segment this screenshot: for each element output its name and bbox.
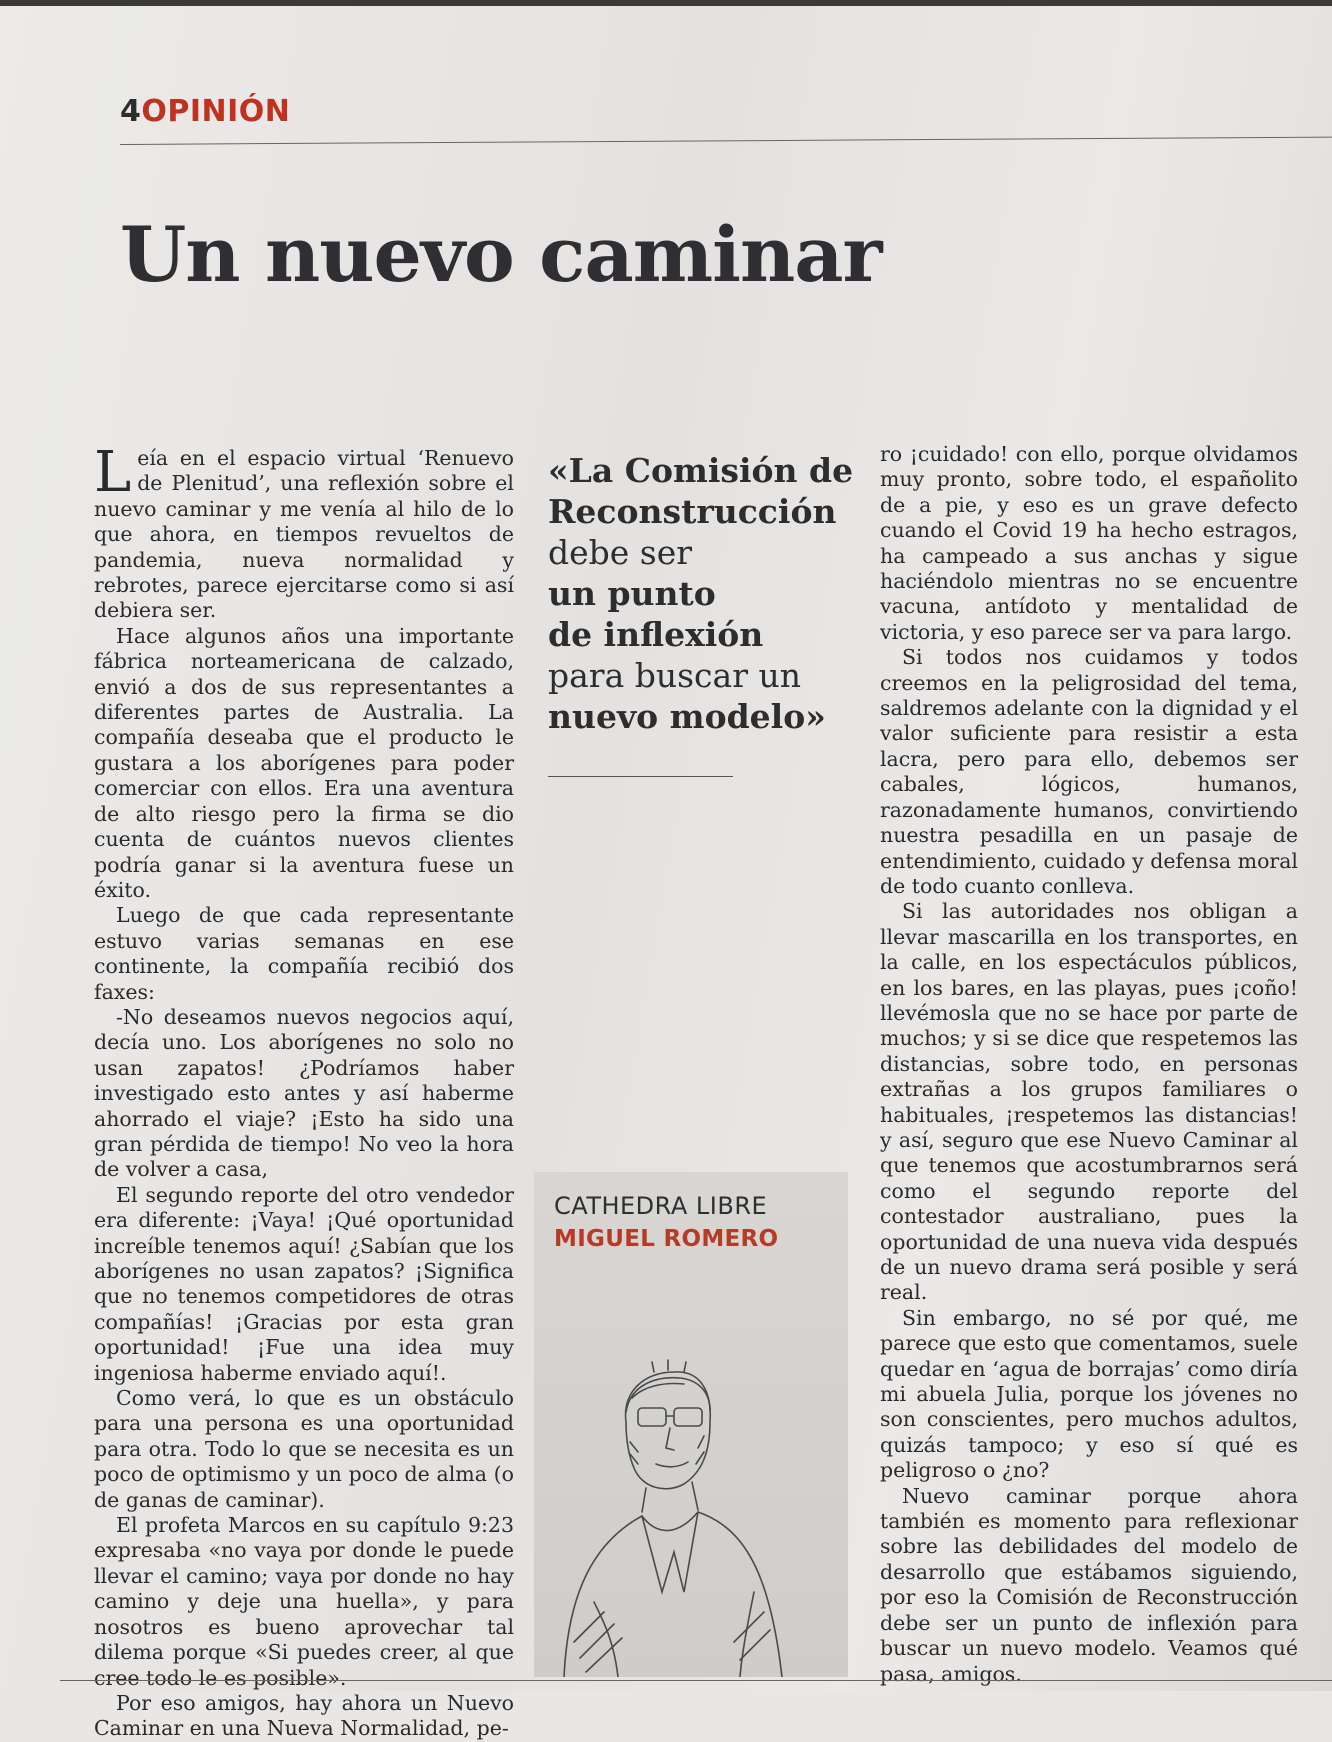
pull-quote-line: debe ser: [548, 533, 693, 572]
pull-quote: [548, 450, 858, 737]
column-label: CATHEDRA LIBRE: [554, 1192, 768, 1220]
pull-quote-line: «La Comisión de: [548, 451, 854, 490]
pull-quote-line: Reconstrucción: [548, 492, 837, 531]
paragraph: ro ¡cuidado! con ello, porque olvidamos muy pronto, sobre todo, el españolito de a pie, y eso es un grave defecto cuando el Covid 19 ha hecho estragos, ha campeado a sus anchas y sigue haciéndolo mientras no se encuentre vacuna, antídoto y mentalidad de victoria, y eso parece ser va para largo.: [880, 442, 1298, 644]
pull-quote-rule: [548, 776, 733, 777]
author-name: MIGUEL ROMERO: [554, 1226, 779, 1252]
header-rule: [120, 137, 1332, 145]
section-header: [120, 94, 290, 129]
page-number: 4: [120, 94, 142, 129]
paragraph: Nuevo caminar porque ahora también es momento para reflexionar sobre las debilidades del modelo de desarrollo que estábamos siguiendo, por eso la Comisión de Reconstrucción debe ser un punto de inflexión para buscar un nuevo modelo. Veamos qué pasa, amigos.: [880, 1483, 1298, 1686]
paragraph: Sin embargo, no sé por qué, me parece que esto que comentamos, suele quedar en ‘agua de borrajas’ como diría mi abuela Julia, porque los jóvenes no son conscientes, pero muchos adultos, quizás tampoco; y eso sí qué es peligroso o ¿no?: [880, 1305, 1298, 1483]
paragraph: Por eso amigos, hay ahora un Nuevo Caminar en una Nueva Normalidad, pe-: [94, 1690, 514, 1741]
footer-rule: [60, 1680, 1332, 1681]
pull-quote-line: de inflexión: [548, 615, 764, 654]
paragraph: Luego de que cada representante estuvo varias semanas en ese continente, la compañía recibió dos faxes:: [94, 903, 514, 1004]
paragraph: Si las autoridades nos obligan a llevar mascarilla en los transportes, en la calle, en los espectáculos públicos, en los bares, en las playas, pues ¡coño! llevémosla que no se hace por parte de muchos; y si se dice que respetemos las distancias, sobre todo, en personas extrañas a los grupos familiares o habituales, ¡respetemos las distancias! y así, seguro que ese Nuevo Caminar al que tenemos que acostumbrarnos será como el segundo reporte del contestador australiano, pues la oportunidad de una nueva vida después de un nuevo drama será posible y será real.: [880, 899, 1298, 1305]
author-box: [534, 1172, 848, 1677]
article-column-3: [880, 442, 1298, 1687]
paragraph: Si todos nos cuidamos y todos creemos en la peligrosidad del tema, saldremos adelante con la dignidad y el valor suficiente para resistir a esta lacra, pero para ello, debemos ser cabales, lógicos, humanos, razonadamente humanos, convirtiendo nuestra pesadilla en un pasaje de entendimiento, cuidado y defensa moral de todo cuanto conlleva.: [880, 645, 1298, 898]
drop-cap: L: [94, 440, 132, 505]
pull-quote-line: para buscar un: [548, 656, 801, 695]
headline: Un nuevo caminar: [120, 210, 882, 299]
top-edge-bar: [0, 0, 1332, 6]
paragraph: Como verá, lo que es un obstáculo para una persona es una oportunidad para otra. Todo lo que se necesita es un poco de optimismo y un poco de alma (o de ganas de caminar).: [94, 1386, 514, 1512]
article-column-1: [94, 440, 514, 1742]
paragraph: El profeta Marcos en su capítulo 9:23 expresaba «no vaya por donde le puede llevar el camino; vaya por donde no hay camino y deje una huella», y para nosotros es bueno aprovechar tal dilema porque «Si puedes creer, al que cree todo le es posible».: [94, 1513, 514, 1690]
paragraph: El segundo reporte del otro vendedor era diferente: ¡Vaya! ¡Qué oportunidad increíble tenemos aquí! ¿Sabían que los aborígenes no usan zapatos? ¡Significa que no tenemos competidores de otras compañías! ¡Gracias por esta gran oportunidad! ¡Fue una idea muy ingeniosa haberme enviado aquí!.: [94, 1182, 514, 1385]
section-name: OPINIÓN: [141, 94, 291, 129]
paragraph: -No deseamos nuevos negocios aquí, decía uno. Los aborígenes no solo no usan zapatos! ¿Podríamos haber investigado esto antes y así haberme ahorrado el viaje? ¡Esto ha sido una gran pérdida de tiempo! No veo la hora de volver a casa,: [94, 1004, 514, 1182]
paragraph: Leía en el espacio virtual ‘Renuevo de Plenitud’, una reflexión sobre el nuevo caminar y me venía al hilo de lo que ahora, en tiempos revueltos de pandemia, nueva normalidad y rebrotes, parece ejercitarse como si así debiera ser.: [94, 440, 514, 623]
pull-quote-line: un punto: [548, 574, 716, 613]
paragraph: Hace algunos años una importante fábrica norteamericana de calzado, envió a dos de sus representantes a diferentes partes de Australia. La compañía deseaba que el producto le gustara a los aborígenes para poder comerciar con ellos. Era una aventura de alto riesgo pero la firma se dio cuenta de cuántos nuevos clientes podría ganar si la aventura fuese un éxito.: [94, 623, 514, 902]
pull-quote-line: nuevo modelo»: [548, 697, 826, 736]
